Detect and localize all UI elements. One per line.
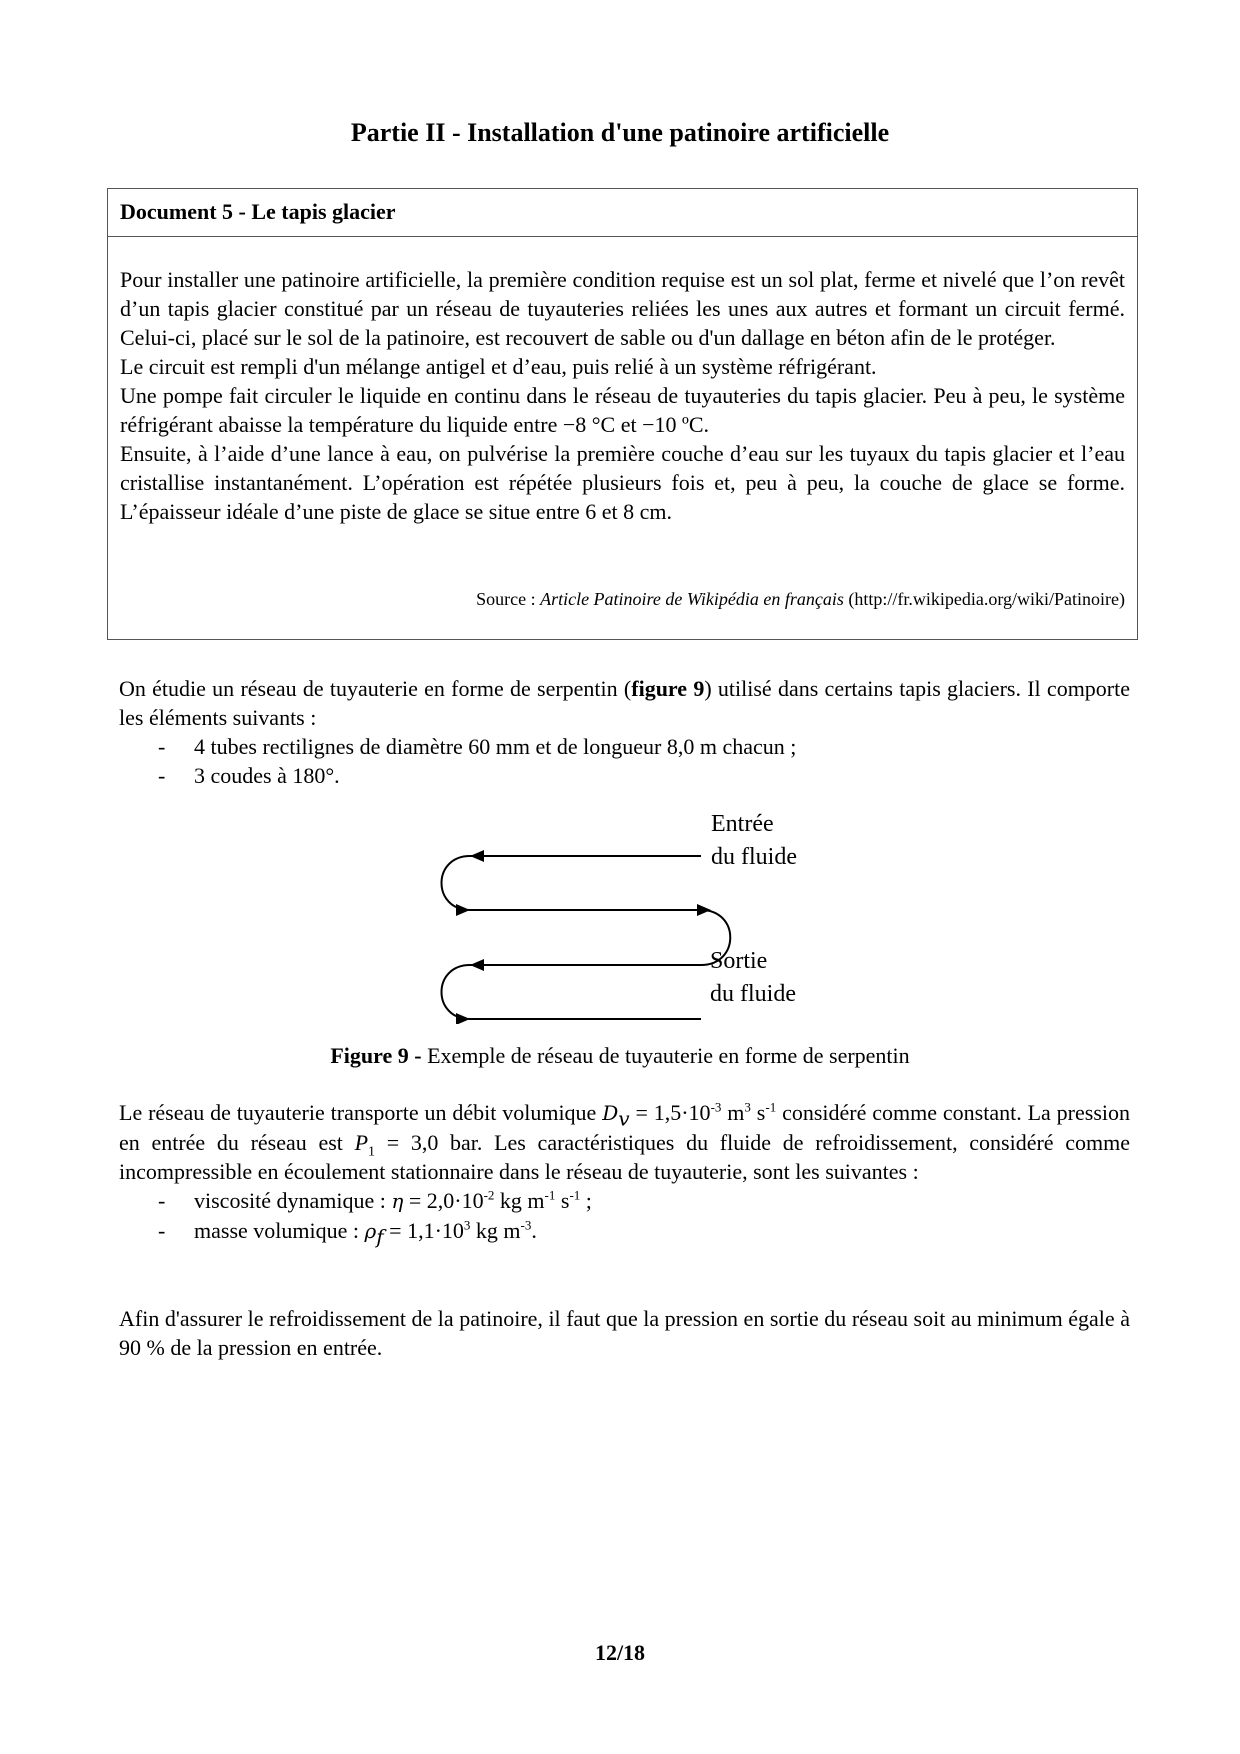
arrow-right-icon	[697, 904, 711, 916]
figure-reference: figure 9	[631, 676, 705, 701]
entry-label	[711, 808, 797, 874]
conclusion-section	[119, 1304, 1130, 1362]
intro-text: On étudie un réseau de tuyauterie en forme de serpentin (	[119, 676, 632, 701]
source-url: (http://fr.wikipedia.org/wiki/Patinoire)	[843, 589, 1125, 609]
document-body	[108, 237, 1137, 526]
arrow-right-icon	[456, 1013, 470, 1024]
entry-label-line: Entrée	[711, 811, 774, 837]
arrow-right-icon	[456, 904, 470, 916]
symbol-p1: P	[354, 1130, 369, 1155]
intro-section	[119, 674, 1130, 790]
source-prefix: Source :	[476, 589, 541, 609]
property-list	[119, 1186, 1130, 1249]
document-paragraph: Une pompe fait circuler le liquide en continu dans le réseau de tuyauteries du tapis glacier. Peu à peu, le système réfrigérant abaisse la température du liquide entre −8 °C et −10 ºC.	[120, 383, 1125, 437]
element-list	[119, 732, 1130, 790]
document-box	[107, 188, 1138, 640]
intro-paragraph	[119, 674, 1130, 732]
flow-section	[119, 1098, 1130, 1249]
symbol-eta: η	[391, 1189, 404, 1213]
bend-3	[442, 965, 471, 1019]
figure-caption	[0, 1043, 1240, 1069]
bend-1	[442, 856, 471, 910]
symbol-rho: ρ	[364, 1219, 377, 1243]
document-source	[476, 589, 1125, 610]
list-item: - 3 coudes à 180°.	[158, 763, 340, 788]
source-title: Article Patinoire de Wikipédia en français	[540, 589, 844, 609]
caption-text: Exemple de réseau de tuyauterie en forme de serpentin	[421, 1043, 910, 1068]
conclusion-paragraph: Afin d'assurer le refroidissement de la patinoire, il faut que la pression en sortie du réseau soit au minimum égale à 90 % de la pression en entrée.	[119, 1306, 1130, 1360]
list-item: - masse volumique : $\rho_f = 1,1\cdot 10^3$ kg $m^{-3}$.	[158, 1217, 537, 1249]
arrow-left-icon	[470, 959, 484, 971]
arrow-left-icon	[470, 850, 484, 862]
list-item-text: 4 tubes rectilignes de diamètre 60 mm et de longueur 8,0 m chacun ;	[194, 734, 797, 759]
document-paragraph: Pour installer une patinoire artificielle, la première condition requise est un sol plat, ferme et nivelé que l’on revêt d’un tapis glacier constitué par un réseau de tuyauteries reliées les unes aux autres et formant un circuit fermé. Celui-ci, placé sur le sol de la patinoire, est recouvert de sable ou d'un dallage en béton afin de le protéger.	[120, 267, 1125, 350]
list-item: - 4 tubes rectilignes de diamètre 60 mm et de longueur 8,0 m chacun ;	[158, 734, 797, 759]
exit-label-line: du fluide	[710, 981, 796, 1007]
document-paragraph: Ensuite, à l’aide d’une lance à eau, on pulvérise la première couche d’eau sur les tuyaux du tapis glacier et l’eau cristallise instantanément. L’opération est répétée plusieurs fois et, peu à peu, la couche de glace se forme. L’épaisseur idéale d’une piste de glace se situe entre 6 et 8 cm.	[120, 441, 1125, 524]
caption-label: Figure 9 -	[330, 1043, 422, 1068]
page-number: 12/18	[594, 1640, 646, 1665]
page-title: Partie II - Installation d'une patinoire artificielle	[350, 118, 890, 147]
flow-paragraph: Le réseau de tuyauterie transporte un débit volumique $D_v = 1,5\cdot 10^{-3}$ $m^3$ $s^{-1}$ considéré comme constant. La pression en entrée du réseau est $P_1 = 3,0$ bar. Les caractéristiques du fluide de refroidissement, considéré comme incompressible en écoulement stationnaire dans le réseau de tuyauterie, sont les suivantes :	[119, 1099, 1130, 1184]
list-item-text: 3 coudes à 180°.	[194, 763, 340, 788]
exit-label	[710, 945, 796, 1011]
intro-text: ) utilisé dans certains tapis glaciers. Il comporte les éléments suivants :	[119, 676, 1131, 730]
exit-label-line: Sortie	[710, 948, 768, 974]
serpentine-figure	[440, 811, 840, 1024]
document-header: Document 5 - Le tapis glacier	[108, 189, 1137, 237]
list-item: - viscosité dynamique : $\eta = 2,0\cdot 10^{-2}$ kg $m^{-1}$ $s^{-1}$ ;	[158, 1187, 592, 1213]
symbol-dv: D	[602, 1101, 619, 1125]
document-paragraph: Le circuit est rempli d'un mélange antigel et d’eau, puis relié à un système réfrigérant.	[120, 354, 877, 379]
entry-label-line: du fluide	[711, 844, 797, 870]
